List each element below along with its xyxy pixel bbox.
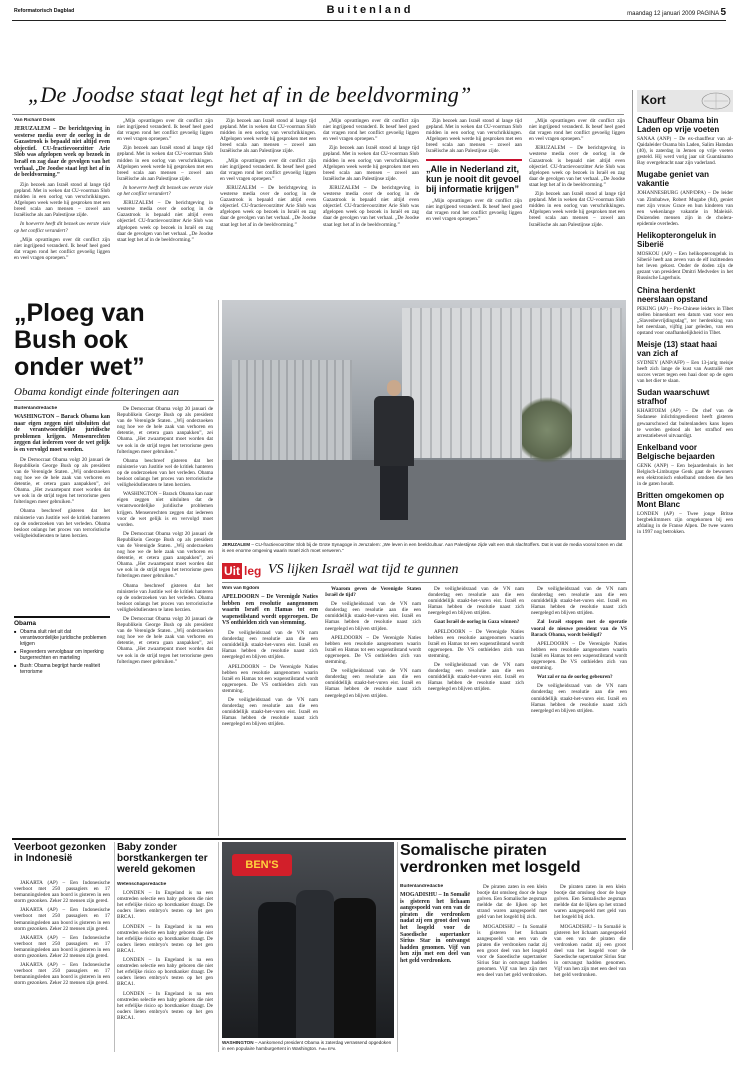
photo-caption-lead: JERUZALEM bbox=[222, 542, 251, 547]
uitleg-body4b: APELDOORN – De Verenigde Naties hebben een resolutie aangenomen waarin Israël en Hamas tot een wapenstilstand wordt opgeroepen. De VS onthielden zich van stemming. bbox=[531, 640, 627, 672]
veerboot-text4: JAKARTA (AP) – Een Indonesische veerboot met 250 passagiers en 17 bemanningsleden aan boord is gisteren in een storm gezonken. Zeker 22 mensen zijn gered. bbox=[14, 962, 110, 987]
veerboot-headline: Veerboot gezonken in Indonesië bbox=[14, 842, 106, 864]
top-story-col5 bbox=[426, 118, 522, 300]
top-col4-text: „Mijn opvattingen over dit conflict zijn niet ingrijpend veranderd. Ik besef heel goed dat vragen rond het conflict gevoelig liggen en veel vragen oproepen.” bbox=[323, 118, 419, 143]
top-col3-text2: „Mijn opvattingen over dit conflict zijn niet ingrijpend veranderd. Ik besef heel goed dat vragen rond het conflict gevoelig liggen en veel vragen oproepen.” bbox=[220, 157, 316, 182]
top-story-col3 bbox=[220, 118, 316, 300]
building bbox=[402, 308, 622, 458]
baby-text2: LONDEN – In Engeland is na een omstreden selectie een baby geboren die niet het erfelijke risico op borstkanker draagt. De ouders lieten embryo's testen op het gen BRCA1. bbox=[117, 923, 213, 954]
uitleg-body3c: De veiligheidsraad van de VN nam donderdag een resolutie aan die een onmiddellijk staakt-het-vuren eist. Israël en Hamas hebben de resolutie naast zich neergelegd en blijven strijden. bbox=[428, 662, 524, 693]
uitleg-rule bbox=[222, 582, 626, 583]
top-story-col4 bbox=[323, 118, 419, 300]
bush-col2-text3: WASHINGTON – Barack Obama kan naar eigen zeggen niet uitsluiten dat de verantwoordelijke juridische problemen krijgen. Mensenrechten zeggen dat iedereen voor de wet gelijk is en vervolgd moet worden. bbox=[117, 491, 213, 528]
uitleg-logo-a: Uit bbox=[224, 564, 240, 578]
kort-item-title: Helikopterongeluk in Siberië bbox=[637, 231, 717, 250]
gutter-1 bbox=[218, 300, 219, 836]
kort-label: Kort bbox=[641, 93, 666, 107]
bush-lede: WASHINGTON – Barack Obama kan naar eigen zeggen niet uitsluiten dat de verantwoordelijke juridische problemen krijgen. Mensenrechten zeggen dat iedereen voor de wet gelijk is en vervolgd moet worden. bbox=[14, 414, 110, 454]
top-rule bbox=[12, 114, 624, 115]
bush-col2 bbox=[117, 406, 213, 686]
obama-bullet-item: ■ Obama sluit niet uit dat verantwoordelijke juridische problemen krijgen bbox=[14, 629, 110, 647]
top-p1: Zijn bezoek aan Israël stond al lange tijd gepland. Met in weken dat CU-voorman Slob midden in een oorlog van verschrikkingen. Afgelopen week werde hij gesproken met een breed scala aan mensen – zowel aan Israëlische als aan Palestijnse zijde. bbox=[14, 181, 110, 219]
top-a1: „Mijn opvattingen over dit conflict zijn niet ingrijpend veranderd. Ik besef heel goed dat vragen rond het conflict gevoelig liggen en veel vragen oproepen.” bbox=[14, 236, 110, 261]
piraten-lede: MOGADISHU – In Somalië is gisteren het lichaam aangespoeld van een van de piraten die verdronken nadat zij een groot deel van het losgeld voor de Saoedische supertanker Sirius Star in ontvangst hadden genomen. Vijf van hen zijn met een deel van het geld verdronken. bbox=[400, 892, 470, 965]
top-col6-text3: Zijn bezoek aan Israël stond al lange tijd gepland. Met in weken dat CU-voorman Slob midden in een oorlog van verschrikkingen. Afgelopen week werde hij gesproken met een breed scala aan mensen – zowel aan Israëlische als aan Palestijnse zijde. bbox=[529, 191, 625, 228]
kort-item-body: JOHANNESBURG (ANP/DPA) – De leider van Zimbabwe, Robert Mugabe (84), geniet met zijn vrouw Grace en hun kinderen van een wekenlange vakantie in Maleisië. Duizenden mensen zijn in de cholera-epidemie overleden. bbox=[637, 190, 733, 227]
officer-figure-2 bbox=[332, 898, 376, 1038]
uitleg-byline: Wim van Egdom bbox=[222, 586, 260, 591]
piraten-body2: MOGADISHU – In Somalië is gisteren het lichaam aangespoeld van een van de piraten die verdronken nadat zij een groot deel van het losgeld voor de Saoedische supertanker Sirius Star in ontvangst hadden genomen. Vijf van hen zijn met een deel van het geld verdronken. bbox=[477, 923, 547, 979]
obama-bullet-item: ■ Bush: Obama begrijpt harde realiteit terrorisme bbox=[14, 663, 110, 675]
obama-bullets bbox=[14, 629, 110, 675]
globe-icon bbox=[701, 92, 731, 110]
piraten-body4: MOGADISHU – In Somalië is gisteren het lichaam aangespoeld van een van de piraten die verdronken nadat zij een groot deel van het losgeld voor de Saoedische supertanker Sirius Star in ontvangst hadden genomen. Vijf van hen zijn met een deel van het geld verdronken. bbox=[554, 923, 626, 979]
uitleg-body2b: APELDOORN – De Verenigde Naties hebben een resolutie aangenomen waarin Israël en Hamas tot een wapenstilstand wordt opgeroepen. De VS onthielden zich van stemming. bbox=[325, 634, 421, 666]
kort-item-title: Sudan waarschuwt strafhof bbox=[637, 388, 710, 407]
top-lede: JERUZALEM – De berichtgeving in westerse media over de oorlog in de Gazastrook is bepaald niet altijd even objectief. CU-fractievoorzitter Arie Slob was afgelopen week op bezoek in Israël en zag daar de gevolgen van het verhaal. „De Joodse staat legt het af in de beeldvorming.” bbox=[14, 126, 110, 179]
burger-credit: Foto EPA bbox=[318, 1045, 336, 1051]
kort-item-title: Enkelband voor Belgische bejaarden bbox=[637, 442, 715, 461]
top-col2-text2: Zijn bezoek aan Israël stond al lange tijd gepland. Met in weken dat CU-voorman Slob midden in een oorlog van verschrikkingen. Afgelopen week werde hij gesproken met een breed scala aan mensen – zowel aan Israëlische als aan Palestijnse zijde. bbox=[117, 145, 213, 182]
piraten-headline: Somalische piraten verdronken met losgeld bbox=[400, 842, 581, 876]
baby-text4: LONDEN – In Engeland is na een omstreden selectie een baby geboren die niet het erfelijke risico op borstkanker draagt. De ouders lieten embryo's testen op het gen BRCA1. bbox=[117, 990, 213, 1021]
uitleg-q2: Gaat Israël de oorlog in Gaza winnen? bbox=[434, 619, 520, 626]
bush-subhead: Obama kondigt einde folteringen aan bbox=[14, 386, 179, 398]
uitleg-body2c: De veiligheidsraad van de VN nam donderdag een resolutie aan die een onmiddellijk staakt-het-vuren eist. Israël en Hamas hebben de resolutie naast zich neergelegd en blijven strijden. bbox=[325, 668, 421, 699]
obama-bullet-item: ■ Regeerders vervolgbaar om inperking burgerrechten en marteling bbox=[14, 649, 110, 661]
pull-quote: „Alle in Nederland zit, kun je nooit dit gevoel bij informatie krijgen” bbox=[426, 159, 522, 194]
bush-byline: Buitenlandredactie bbox=[14, 406, 58, 411]
kort-item-body: SYDNEY (ANP/AFP) – Een 13-jarig meisje heeft zich lange de kust van Australië met succes verzet tegen een haai door op de ogen van het dier te slaan. bbox=[637, 359, 733, 385]
kort-item-body: LONDEN (AP) – Twee jonge Britse bergbeklimmers zijn omgekomen bij een afdaling in de Franse Alpen. De twee waren in 1997 nog betrokken. bbox=[637, 511, 733, 536]
kort-item-title: Mugabe geniet van vakantie bbox=[637, 170, 710, 189]
jerusalem-photo bbox=[222, 300, 626, 540]
uitleg-title: VS lijken Israël wat tijd te gunnen bbox=[268, 562, 459, 577]
tree bbox=[522, 390, 572, 470]
burger-caption: WASHINGTON – Aankomend president Obama is zaterdag verrassend opgedoken in een populaire hamburgertent in Washington. Foto EPA bbox=[222, 1040, 392, 1051]
baby-text3: LONDEN – In Engeland is na een omstreden selectie een baby geboren die niet het erfelijke risico op borstkanker draagt. De ouders lieten embryo's testen op het gen BRCA1. bbox=[117, 957, 213, 988]
uitleg-body4c: De veiligheidsraad van de VN nam donderdag een resolutie aan die een onmiddellijk staakt-het-vuren eist. Israël en Hamas hebben de resolutie naast zich neergelegd en blijven strijden. bbox=[531, 683, 627, 714]
baby-text: LONDEN – In Engeland is na een omstreden selectie een baby geboren die niet het erfelijke risico op borstkanker draagt. De ouders lieten embryo's testen op het gen BRCA1. bbox=[117, 890, 213, 921]
veerboot-text: JAKARTA (AP) – Een Indonesische veerboot met 250 passagiers en 17 bemanningsleden aan boord is gisteren in een storm gezonken. Zeker 22 mensen zijn gered. bbox=[14, 880, 110, 905]
baby-headline: Baby zonder borstkankergen ter wereld gekomen bbox=[117, 842, 208, 875]
burger-caption-lead: WASHINGTON bbox=[222, 1040, 254, 1045]
top-col6-text2: JERUZALEM – De berichtgeving in westerse media over de oorlog in de Gazastrook is bepaald niet altijd even objectief. CU-fractievoorzitter Arie Slob was afgelopen week op bezoek in Israël en zag daar de gevolgen van het verhaal. „De Joodse staat legt het af in de beeldvorming.” bbox=[529, 145, 625, 188]
top-col6-text: „Mijn opvattingen over dit conflict zijn niet ingrijpend veranderd. Ik besef heel goed dat vragen rond het conflict gevoelig liggen en veel vragen oproepen.” bbox=[529, 118, 625, 143]
uitleg-body1: De veiligheidsraad van de VN nam donderdag een resolutie aan die een onmiddellijk staakt-het-vuren eist. Israël en Hamas hebben de resolutie naast zich neergelegd en blijven strijden. bbox=[222, 630, 318, 661]
kort-item-body: KHARTOEM (AP) – De chef van de Sudanese inlichtingendienst heeft gisteren gewaarschuwd dat buitenlanders kans lopen te worden gedood als het strafhof een arrestatiebevel uitvaardigt. bbox=[637, 408, 733, 439]
kort-item-body: PEKING (AP) – Pro-Chinese leiders in Tibet stellen binnenkort een datum vast voor een „Slavenbevrijdingsdag”, ter herdenking van het neerslaan, vijftig jaar geleden, van een opstand voor onafhankelijkheid in Tibet. bbox=[637, 305, 733, 336]
kort-item-title: Chauffeur Obama bin Laden op vrije voeten bbox=[637, 116, 720, 134]
kort-item-body: SANAA (ANP) – De ex-chauffeur van al-Qaidaleider Osama bin Laden, Salim Hamdan (40), is zaterdag in Jemen op vrije voeten gesteld. Hij werd vorig jaar uit Guantánamo Bay overgebracht naar zijn vaderland. bbox=[637, 136, 733, 167]
kort-item-title: Meisje (13) staat haai van zich af bbox=[637, 339, 718, 358]
section-title: Buitenland bbox=[326, 4, 414, 16]
piraten-col2 bbox=[477, 884, 547, 1056]
top-col2-lede: JERUZALEM – De berichtgeving in westerse media over de oorlog in de Gazastrook is bepaald niet altijd even objectief. CU-fractievoorzitter Arie Slob was afgelopen week op bezoek in Israël en zag daar de gevolgen van het verhaal. „De Joodse staat legt het af in de beeldvorming.” bbox=[117, 200, 213, 243]
photo-caption: JERUZALEM – CU-fractievoorzitter Slob bij de Grote Synagoge in Jeruzalem: „We leven in een beeldcultuur. Aan Palestijnse zijde valt een stuk slachtoffers. Dat is wat de media vooral tonen en dat is een enorme omgeving waarin Israël zich moet verweren.” bbox=[222, 542, 623, 553]
photo-caption-text: CU-fractievoorzitter Slob bij de Grote Synagoge in Jeruzalem: „We leven in een beeldcultuur. Aan Palestijnse zijde valt een stuk slachtoffers. Dat is wat de media vooral tonen en dat is een enorme omgeving waarin Israël zich moet verweren.” bbox=[222, 542, 623, 553]
uitleg-col3 bbox=[428, 586, 524, 834]
uitleg-body1c: De veiligheidsraad van de VN nam donderdag een resolutie aan die een onmiddellijk staakt-het-vuren eist. Israël en Hamas hebben de resolutie naast zich neergelegd en blijven strijden. bbox=[222, 697, 318, 728]
bottom-rule bbox=[12, 838, 626, 840]
page-label: PAGINA bbox=[696, 11, 719, 17]
bens-sign: BEN'S bbox=[232, 854, 292, 876]
obama-sidebar bbox=[14, 616, 110, 688]
bush-body2: Obama beschreef gisteren dat het ministerie van Justitie wel de kritiek hanteren op de onderzoeken van het verleden. Obama besloot onlangs het proces van terroristische veiligheidsdiensten te laten herzien. bbox=[14, 508, 110, 539]
top-col5-text2: „Mijn opvattingen over dit conflict zijn niet ingrijpend veranderd. Ik besef heel goed dat vragen rond het conflict gevoelig liggen en veel vragen oproepen.” bbox=[426, 197, 522, 222]
uitleg-lede: APELDOORN – De Verenigde Naties hebben een resolutie aangenomen waarin Israël en Hamas tot een wapenstilstand wordt opgeroepen. De VS onthielden zich van stemming. bbox=[222, 594, 318, 627]
top-col4-text2: Zijn bezoek aan Israël stond al lange tijd gepland. Met in weken dat CU-voorman Slob midden in een oorlog van verschrikkingen. Afgelopen week werde hij gesproken met een breed scala aan mensen – zowel aan Israëlische als aan Palestijnse zijde. bbox=[323, 145, 419, 182]
baby-body bbox=[117, 882, 213, 1056]
uitleg-q1: Waarom geven de Verenigde Staten Israël de tijd? bbox=[325, 586, 421, 599]
uitleg-body1b: APELDOORN – De Verenigde Naties hebben een resolutie aangenomen waarin Israël en Hamas tot een wapenstilstand wordt opgeroepen. De VS onthielden zich van stemming. bbox=[222, 663, 318, 694]
top-col3-text3: JERUZALEM – De berichtgeving in westerse media over de oorlog in de Gazastrook is bepaald niet altijd even objectief. CU-fractievoorzitter Arie Slob was afgelopen week op bezoek in Israël en zag daar de gevolgen van het verhaal. „De Joodse staat legt het af in de beeldvorming.” bbox=[220, 184, 316, 228]
page-date bbox=[560, 7, 726, 18]
burger-caption-text: Aankomend president Obama is zaterdag verrassend opgedoken in een populaire hamburgertent in Washington. bbox=[222, 1040, 392, 1051]
piraten-byline: Buitenlandredactie bbox=[400, 884, 444, 889]
veerboot-body bbox=[14, 880, 110, 1056]
kort-item-body: MOSKOU (AP) – Een helikopterongeluk in Siberië heeft aan zeven van de elf inzittenden het leven gekost. Onder de doden zijn de gezant van president Dmitri Medvedev in het Russische Lagerhuis. bbox=[637, 251, 733, 282]
uitleg-col2 bbox=[325, 586, 421, 834]
street bbox=[222, 460, 626, 540]
obama-sidebar-title: Obama bbox=[14, 620, 37, 627]
top-story-col6 bbox=[529, 118, 625, 300]
gutter-2 bbox=[114, 842, 115, 1052]
uitleg-body3b: APELDOORN – De Verenigde Naties hebben een resolutie aangenomen waarin Israël en Hamas tot een wapenstilstand wordt opgeroepen. De VS onthielden zich van stemming. bbox=[428, 628, 524, 659]
kort-item-title: China herdenkt neerslaan opstand bbox=[637, 285, 708, 304]
date-text: maandag 12 januari 2009 bbox=[627, 11, 696, 17]
bush-body: De Democraat Obama volgt 20 januari de Republikein George Bush op als president van de Verenigde Staten. „Wij onderzoeken nog hoe we de hele zaak van verhoren en detentie, et cetera gaan aanpakken”, zei Obama. „Het zwaartepunt moet worden dat we ook in de strijd tegen het terrorisme geen folteringen meer gebruiken.” bbox=[14, 456, 110, 506]
baby-byline: Wetenschapsredactie bbox=[117, 882, 167, 887]
uitleg-body3: De veiligheidsraad van de VN nam donderdag een resolutie aan die een onmiddellijk staakt-het-vuren eist. Israël en Hamas hebben de resolutie naast zich neergelegd en blijven strijden. bbox=[428, 586, 524, 617]
top-headline: „De Joodse staat legt het af in de beeldvorming” bbox=[28, 82, 472, 107]
building-left bbox=[232, 360, 352, 460]
uitleg-col1 bbox=[222, 586, 318, 834]
kort-item-title: Britten omgekomen op Mont Blanc bbox=[637, 491, 725, 510]
gutter-3 bbox=[218, 842, 219, 1052]
top-story-col2 bbox=[117, 118, 213, 300]
veerboot-text2: JAKARTA (AP) – Een Indonesische veerboot met 250 passagiers en 17 bemanningsleden aan boord is gisteren in een storm gezonken. Zeker 22 mensen zijn gered. bbox=[14, 907, 110, 932]
bush-col1 bbox=[14, 406, 110, 614]
uitleg-body2: De veiligheidsraad van de VN nam donderdag een resolutie aan die een onmiddellijk staakt-het-vuren eist. Israël en Hamas hebben de resolutie naast zich neergelegd en blijven strijden. bbox=[325, 601, 421, 632]
kort-header bbox=[637, 90, 733, 112]
piraten-body3: De piraten zaten in een klein bootje dat omsloeg door de hoge golven. Een Somalische zegsman meldde dat de lijken op het strand waren aangespoeld met geld van het losgeld bij zich. bbox=[554, 884, 626, 921]
bush-col2-text5: Obama beschreef gisteren dat het ministerie van Justitie wel de kritiek hanteren op de onderzoeken van het verleden. Obama besloot onlangs het proces van terroristische veiligheidsdiensten te laten herzien. bbox=[117, 582, 213, 613]
newspaper-name: Reformatorisch Dagblad bbox=[14, 8, 75, 14]
page-number: 5 bbox=[720, 7, 726, 18]
bush-rule bbox=[14, 400, 214, 401]
kort-item-body: GENK (ANP) – Een bejaardenhuis in het Belgisch-Limburgse Genk gaat de bewoners een elektronisch enkelband omdoen die hen in de gaten houdt. bbox=[637, 462, 733, 488]
bush-headline: „Ploeg van Bush ook onder wet” bbox=[14, 299, 145, 381]
top-col3-text: Zijn bezoek aan Israël stond al lange tijd gepland. Met in weken dat CU-voorman Slob midden in een oorlog van verschrikkingen. Afgelopen week werde hij gesproken met een breed scala aan mensen – zowel aan Israëlische als aan Palestijnse zijde. bbox=[220, 118, 316, 155]
uitleg-logo bbox=[222, 562, 263, 580]
top-col5-text: Zijn bezoek aan Israël stond al lange tijd gepland. Met in weken dat CU-voorman Slob midden in een oorlog van verschrikkingen. Afgelopen week werde hij gesproken met een breed scala aan mensen – zowel aan Israëlische als aan Palestijnse zijde. bbox=[426, 118, 522, 155]
piraten-col1 bbox=[400, 884, 470, 1056]
uitleg-q4: Wat zal er na de oorlog gebeuren? bbox=[537, 674, 613, 681]
top-col2-q: In hoeverre heeft dit bezoek uw eerste visie op het conflict verandert? bbox=[117, 184, 213, 198]
top-story-col1 bbox=[14, 118, 110, 300]
kort-sidebar bbox=[632, 90, 733, 950]
piraten-col3 bbox=[554, 884, 626, 1056]
person-figure bbox=[374, 380, 414, 520]
top-col2-text: „Mijn opvattingen over dit conflict zijn niet ingrijpend veranderd. Ik besef heel goed dat vragen rond het conflict gevoelig liggen en veel vragen oproepen.” bbox=[117, 118, 213, 143]
veerboot-text3: JAKARTA (AP) – Een Indonesische veerboot met 250 passagiers en 17 bemanningsleden aan boord is gisteren in een storm gezonken. Zeker 22 mensen zijn gered. bbox=[14, 934, 110, 960]
officer-figure bbox=[258, 902, 298, 1038]
top-col4-text3: JERUZALEM – De berichtgeving in westerse media over de oorlog in de Gazastrook is bepaald niet altijd even objectief. CU-fractievoorzitter Arie Slob was afgelopen week op bezoek in Israël en zag daar de gevolgen van het verhaal. „De Joodse staat legt het af in de beeldvorming.” bbox=[323, 184, 419, 228]
uitleg-q3: Zal Israël stoppen met de operatie vooral de nieuwe president van de VS Barack Obama, wordt beëdigd? bbox=[531, 619, 627, 638]
uitleg-logo-b: leg bbox=[244, 564, 262, 578]
bush-col2-text4: De Democraat Obama volgt 20 januari de Republikein George Bush op als president van de Verenigde Staten. „Wij onderzoeken nog hoe we de hele zaak van verhoren en detentie, et cetera gaan aanpakken”, zei Obama. „Het zwaartepunt moet worden dat we ook in de strijd tegen het terrorisme geen folteringen meer gebruiken.” bbox=[117, 530, 213, 580]
obama-burger-photo bbox=[222, 842, 394, 1038]
top-q1: In hoeverre heeft dit bezoek uw eerste visie op het conflict verandert? bbox=[14, 221, 110, 234]
center-figure bbox=[296, 890, 334, 1038]
kort-items bbox=[637, 116, 733, 536]
header-rule bbox=[12, 20, 726, 21]
top-byline: Van Richard Donk bbox=[14, 118, 56, 123]
bush-col2-text: De Democraat Obama volgt 20 januari de Republikein George Bush op als president van de Verenigde Staten. „Wij onderzoeken nog hoe we de hele zaak van verhoren en detentie, et cetera gaan aanpakken”, zei Obama. „Het zwaartepunt moet worden dat we ook in de strijd tegen het terrorisme geen folteringen meer gebruiken.” bbox=[117, 406, 213, 455]
uitleg-body4: De veiligheidsraad van de VN nam donderdag een resolutie aan die een onmiddellijk staakt-het-vuren eist. Israël en Hamas hebben de resolutie naast zich neergelegd en blijven strijden. bbox=[531, 586, 627, 617]
uitleg-col4 bbox=[531, 586, 627, 834]
bush-col2-text6: De Democraat Obama volgt 20 januari de Republikein George Bush op als president van de Verenigde Staten. „Wij onderzoeken nog hoe we de hele zaak van verhoren en detentie, et cetera gaan aanpakken”, zei Obama. „Het zwaartepunt moet worden dat we ook in de strijd tegen het terrorisme geen folteringen meer gebruiken.” bbox=[117, 616, 213, 665]
gutter-4 bbox=[397, 842, 398, 1052]
bush-col2-text2: Obama beschreef gisteren dat het ministerie van Justitie wel de kritiek hanteren op de onderzoeken van het verleden. Obama besloot onlangs het proces van terroristische veiligheidsdiensten te laten herzien. bbox=[117, 457, 213, 489]
piraten-body: De piraten zaten in een klein bootje dat omsloeg door de hoge golven. Een Somalische zegsman meldde dat de lijken op het strand waren aangespoeld met geld van het losgeld bij zich. bbox=[477, 884, 547, 921]
